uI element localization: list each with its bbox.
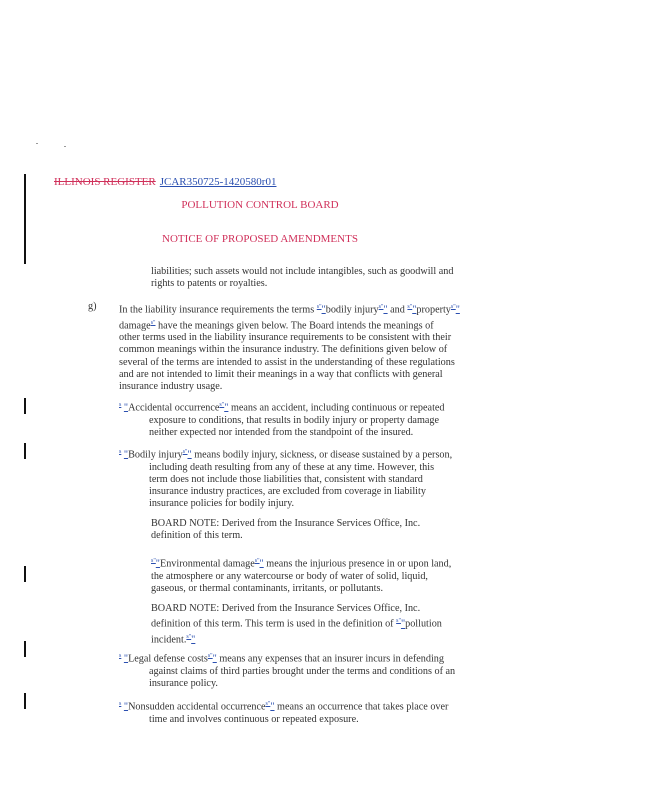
definition-legal-defense-costs: $^s$ "Legal defense costs$^{s"}$" means any expenses that an insurer incurs in defending against claims of third parties brought under the terms and conditions of an insurance policy. — [119, 653, 456, 689]
section-g-paragraph: In the liability insurance requirements the terms $^{s"}$"bodily injury$^{s"}$" and $^{s"}$"property$^{s"}$" damage$^{s"}$ have the meanings given below. The Board intends the meanings of other terms used in the liability insurance requirements to be consistent with their common meanings within the insurance industry. The definitions given below of several of the terms are intended to assist in the understanding of these regulations and are not intended to limit their meanings in a way that conflicts with general insurance industry usage. — [119, 304, 460, 392]
revision-bar — [24, 693, 26, 709]
section-label: g) — [88, 301, 97, 312]
scan-speck — [36, 143, 38, 144]
notice-title: NOTICE OF PROPOSED AMENDMENTS — [162, 233, 358, 245]
board-note-environmental-damage: BOARD NOTE: Derived from the Insurance Services Office, Inc. definition of this term. This term is used in the definition of $^{s"}$"pollution incident.$^{s"}$" — [151, 603, 442, 646]
revision-bar — [24, 174, 26, 264]
board-title: POLLUTION CONTROL BOARD — [181, 199, 339, 211]
board-note-bodily-injury: BOARD NOTE: Derived from the Insurance Services Office, Inc. definition of this term. — [151, 518, 421, 542]
revision-bar — [24, 398, 26, 414]
definition-bodily-injury: $^s$ "Bodily injury$^{s"}$" means bodily injury, sickness, or disease sustained by a person, including death resulting from any of these at any time. However, this term does not include those liabilities that, consistent with standard insurance industry practices, are excluded from coverage in liability insurance policies for bodily injury. — [119, 449, 453, 510]
deleted-register-title: ILLINOIS REGISTER — [54, 176, 156, 188]
definition-nonsudden-accidental-occurrence: $^s$ "Nonsudden accidental occurrence$^{s"}$" means an occurrence that takes place over time and involves continuous or repeated exposure. — [119, 701, 449, 725]
revision-bar — [24, 443, 26, 459]
revision-bar — [24, 641, 26, 657]
continuation-text: liabilities; such assets would not include intangibles, such as goodwill and rights to patents or royalties. — [151, 266, 454, 290]
scan-speck — [64, 146, 66, 147]
definition-accidental-occurrence: $^s$ "Accidental occurrence$^{s"}$" means an accident, including continuous or repeated exposure to conditions, that results in bodily injury or property damage neither expected nor intended from the standpoint of the insured. — [119, 402, 445, 438]
revision-bar — [24, 566, 26, 582]
register-header — [54, 176, 276, 188]
definition-environmental-damage: $^{s"}$"Environmental damage$^{s"}$" means the injurious presence in or upon land, the atmosphere or any watercourse or body of water of solid, liquid, gaseous, or thermal contaminants, irritants, or pollutants. — [151, 558, 452, 594]
inserted-register-id: JCAR350725-1420580r01 — [159, 176, 277, 188]
